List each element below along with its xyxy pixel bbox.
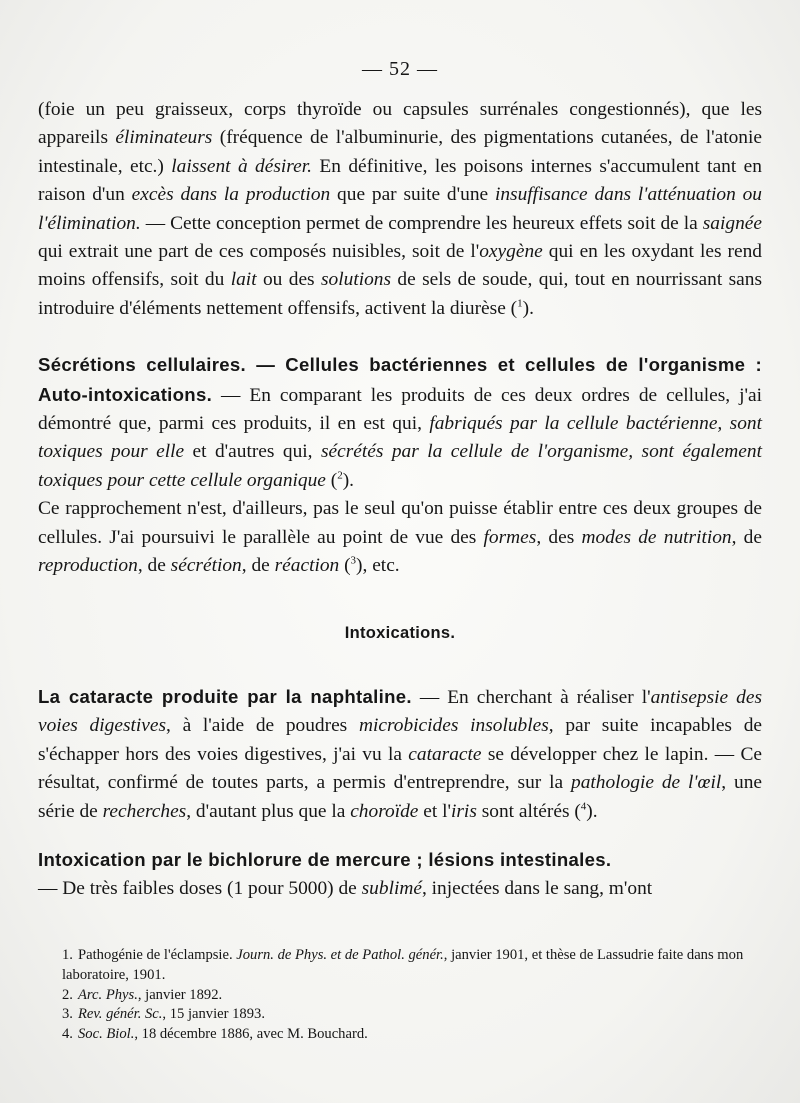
italic-run: fabriqués par la cellule bactérienne, sont toxiques pour elle <box>38 413 763 463</box>
text-run: , 15 janvier 1893. <box>162 1006 265 1023</box>
text-run: Ce rapprochement n'est, d'ailleurs, pas le seul qu'on puisse établir entre ces deux groupes de cellules. J'ai poursuivi le parallèle au point de vue des <box>38 498 762 548</box>
text-run: En définitive, les poisons internes s'accumulent tant en raison d'un <box>38 155 762 206</box>
text-run: ). <box>586 800 598 822</box>
text-run: (foie un peu graisseux, corps thyroïde ou capsules surrénales congestionnés), que les appareils <box>38 99 762 149</box>
italic-run: modes de nutrition <box>581 526 732 548</box>
text-run: , de <box>137 555 171 577</box>
italic-run: insuffisance dans l'atténuation ou l'élimination. <box>38 184 762 234</box>
italic-run: lait <box>230 269 257 291</box>
footnote-item <box>38 946 762 986</box>
text-run: — En cherchant à réaliser l' <box>411 686 651 708</box>
italic-run: reproduction <box>38 555 138 577</box>
italic-run: Arc. Phys. <box>78 986 138 1003</box>
italic-run: laissent à désirer. <box>171 155 312 177</box>
text-run: qui en les oxydant les rend moins offensifs, soit du <box>38 241 762 291</box>
paragraph-secretions <box>38 351 762 495</box>
section-heading: Intoxication par le bichlorure de mercure ; lésions intestinales. <box>38 848 612 870</box>
italic-run: sécrétés par la cellule de l'organisme, sont également toxiques pour cette cellule organique <box>38 441 762 491</box>
footnote-ref[interactable]: 4 <box>580 800 587 813</box>
italic-run: pathologie de l'œil <box>571 772 722 794</box>
text-run: ( <box>325 469 338 491</box>
text-run: , de <box>241 555 275 577</box>
text-run: — Cette conception permet de comprendre les heureux effets soit de la <box>140 212 703 234</box>
footnotes <box>38 946 762 1045</box>
text-run: (fréquence de l'albuminurie, des pigmentations cutanées, de l'atonie intestinale, etc.) <box>38 127 762 177</box>
italic-run: microbicides insolubles <box>358 715 549 737</box>
italic-run: excès dans la production <box>131 184 331 206</box>
text-run: — En comparant les produits de ces deux ordres de cellules, j'ai démontré que, parmi ces produits, il en est qui, <box>38 384 762 435</box>
page-number: — 52 — <box>362 58 438 80</box>
footnote-number: 3. <box>62 1006 73 1023</box>
paragraph-bichlorure <box>38 846 762 904</box>
chapter-heading: Intoxications. <box>344 623 456 642</box>
text-run: qui extrait une part de ces composés nuisibles, soit de l' <box>38 241 480 263</box>
text-run: Pathogénie de l'éclampsie. <box>78 947 237 963</box>
page-body <box>38 96 762 904</box>
italic-run: recherches <box>102 800 187 822</box>
italic-run: Soc. Biol. <box>78 1026 135 1043</box>
paragraph-cataracte <box>38 683 762 826</box>
text-run: et l' <box>418 800 451 822</box>
italic-run: antisepsie des voies digestives <box>38 686 762 737</box>
text-run: — De très faibles doses (1 pour 5000) de <box>38 878 362 900</box>
footnote-ref[interactable]: 3 <box>350 554 357 567</box>
text-run: , janvier 1892. <box>137 986 223 1003</box>
footnote-item <box>38 986 762 1006</box>
italic-run: Rev. génér. Sc. <box>78 1006 163 1023</box>
section-heading: La cataracte produite par la naphtaline. <box>38 685 412 707</box>
text-run: ou des <box>256 269 321 291</box>
text-run: , 18 décembre 1886, avec M. Bouchard. <box>134 1026 368 1043</box>
text-run: , une série de <box>38 772 762 822</box>
footnote-ref[interactable]: 2 <box>337 469 343 482</box>
footnote-ref[interactable]: 1 <box>517 297 523 310</box>
text-run: ), etc. <box>356 555 400 577</box>
text-run: sont altérés ( <box>476 800 581 822</box>
footnote-number: 1. <box>62 947 73 963</box>
paragraph-rapprochement <box>38 495 762 580</box>
footnote-item <box>38 1005 762 1025</box>
text-run: ( <box>339 555 351 577</box>
text-run: , par suite incapables de s'échapper hors des voies digestives, j'ai vu la <box>38 715 763 765</box>
text-run: , à l'aide de poudres <box>166 715 359 737</box>
text-run: se développer chez le lapin. — Ce résultat, confirmé de toutes parts, a permis d'entreprendre, sur la <box>38 743 762 794</box>
italic-run: sublimé <box>361 878 422 900</box>
text-run: , des <box>536 526 582 548</box>
text-run: de sels de soude, qui, tout en nourrissant sans introduire d'éléments nettement offensifs, activent la diurèse ( <box>38 269 762 319</box>
italic-run: sécrétion <box>170 555 242 577</box>
italic-run: Journ. de Phys. et de Pathol. génér. <box>236 947 444 963</box>
text-run: , injectées dans le sang, m'ont <box>421 878 653 900</box>
paragraph-intro <box>38 96 762 323</box>
italic-run: cataracte <box>408 743 482 765</box>
italic-run: choroïde <box>350 800 419 822</box>
text-run: ). <box>342 469 355 491</box>
text-run: ). <box>522 297 534 319</box>
italic-run: solutions <box>321 269 392 291</box>
section-heading: Sécrétions cellulaires. — Cellules bactériennes et cellules de l'organisme : Auto-intoxications. <box>38 354 762 405</box>
italic-run: oxygène <box>479 241 543 263</box>
italic-run: réaction <box>274 555 340 577</box>
text-run: et d'autres qui, <box>184 441 321 463</box>
text-run: , d'autant plus que la <box>186 800 351 822</box>
text-run: que par suite d'une <box>330 184 495 206</box>
footnote-item <box>38 1025 762 1045</box>
italic-run: éliminateurs <box>115 127 213 149</box>
italic-run: iris <box>451 800 477 822</box>
italic-run: formes <box>483 526 537 548</box>
text-run: , janvier 1901, et thèse de Lassudrie faite dans mon laboratoire, 1901. <box>62 947 744 983</box>
text-run: , de <box>731 526 762 548</box>
italic-run: saignée <box>702 212 762 234</box>
footnote-number: 2. <box>62 986 73 1003</box>
footnote-number: 4. <box>62 1026 73 1043</box>
